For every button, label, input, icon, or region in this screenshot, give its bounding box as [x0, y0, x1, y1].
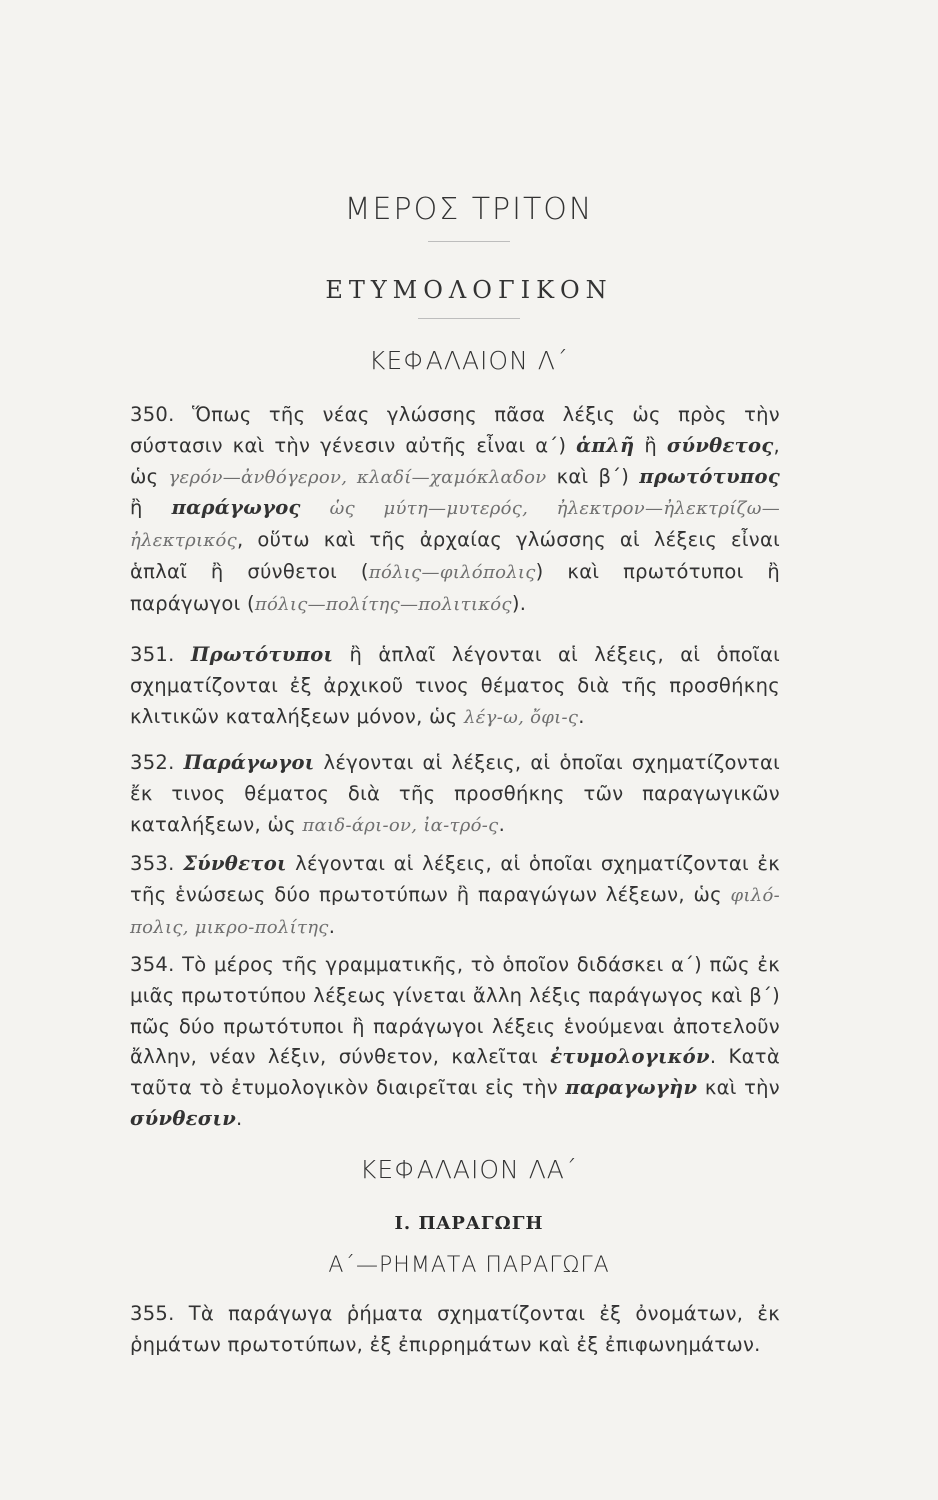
text-span: λέγονται αἱ λέξεις, αἱ ὁποῖαι σχηματίζονται ἐκ τῆς ἑνώσεως δύο πρωτοτύπων ἢ παραγώγων λέξεων, ὡς [130, 852, 780, 906]
text-span: καὶ τὴν [697, 1076, 780, 1100]
text-span: λέγονται αἱ λέξεις, αἱ ὁποῖαι σχηματίζονται ἔκ τινος θέματος διὰ τῆς προσθήκης τῶν παραγωγικῶν καταλήξεων, ὡς [130, 751, 780, 836]
term-derivation: παραγωγὴν [565, 1076, 698, 1100]
text-span [301, 496, 330, 519]
text-span: , ὡς [130, 433, 781, 488]
text-span: ) καὶ πρωτότυποι ἢ παράγωγοι ( [130, 559, 780, 615]
term-primary: πρωτότυπος [639, 464, 780, 488]
subsection-heading: Α΄—ΡΗΜΑΤΑ ΠΑΡΑΓΩΓΑ [328, 1253, 610, 1278]
term-compound: σύνθετος [666, 433, 774, 457]
chapter-heading: ΚΕΦΑΛΑΙΟΝ Λ΄ [369, 346, 569, 375]
term-compound: Σύνθετοι [183, 852, 287, 875]
part-subtitle: ΕΤΥΜΟΛΟΓΙΚΟΝ [325, 276, 613, 304]
section-heading: Ι. ΠΑΡΑΓΩΓΗ [394, 1213, 544, 1234]
text-span: , οὕτω καὶ τῆς ἀρχαίας γλώσσης αἱ λέξεις εἶναι ἁπλαῖ ἢ σύνθετοι ( [130, 528, 780, 583]
chapter-heading: ΚΕΦΑΛΑΙΟΝ ΛΑ΄ [360, 1155, 578, 1184]
text-span: . [578, 704, 585, 728]
term-derivative: παράγωγος [171, 496, 301, 520]
paragraph-351 [130, 640, 780, 733]
part-title: ΜΕΡΟΣ ΤΡΙΤΟΝ [344, 192, 594, 227]
example-text: ὡς μύτη—μυτερός, ἠλεκτρον—ἠλεκτρίζω—ἠλεκτρικός [130, 498, 781, 552]
text-span: . Κατὰ ταῦτα τὸ ἐτυμολογικὸν διαιρεῖται εἰς τὴν [130, 1045, 780, 1100]
text-span: . [498, 812, 506, 836]
text-span: ἢ [130, 496, 172, 520]
example-text: φιλό-πολις, μικρο-πολίτης [130, 884, 780, 938]
text-span: καὶ β΄) [546, 464, 640, 488]
example-text: γερόν—ἀνθόγερον, κλαδί—χαμόκλαδον [168, 466, 547, 488]
text-span: ἢ ἁπλαῖ λέγονται αἱ λέξεις, αἱ ὁποῖαι σχηματίζονται ἐξ ἀρχικοῦ τινος θέματος διὰ τῆς προσθήκης κλιτικῶν καταλήξεων μόνον, ὡς [130, 643, 780, 728]
example-text: παιδ-άρι-ον, ἰα-τρό-ς [302, 814, 499, 836]
example-text: πόλις—πολίτης—πολιτικός [254, 593, 512, 615]
example-text: πόλις—φιλόπολις [368, 561, 536, 583]
paragraph-number: 352. [130, 751, 184, 774]
term-primary: Πρωτότυποι [190, 643, 334, 666]
text-span: 350. Ὅπως τῆς νέας γλώσσης πᾶσα λέξις ὡς πρὸς τὴν σύστασιν καὶ τὴν γένεσιν αὐτῆς εἶναι α΄) [130, 403, 780, 457]
text-span: . [328, 914, 336, 938]
term-derivative: Παράγωγοι [183, 751, 315, 774]
term-simple: ἁπλῆ [576, 433, 635, 457]
paragraph-352 [130, 748, 780, 841]
paragraph-354 [130, 950, 780, 1135]
term-etymology: ἐτυμολογικόν [550, 1045, 710, 1069]
paragraph-number: 351. [130, 643, 191, 666]
example-text: λέγ-ω, ὄφι-ς [463, 706, 579, 728]
divider-rule [418, 318, 520, 319]
term-composition: σύνθεσιν [130, 1106, 237, 1130]
text-span: . [236, 1106, 243, 1130]
paragraph-353 [130, 849, 780, 943]
text-span: ἢ [634, 433, 667, 457]
text-span: 354. Τὸ μέρος τῆς γραμματικῆς, τὸ ὁποῖον διδάσκει α΄) πῶς ἐκ μιᾶς πρωτοτύπου λέξεως γίνεται ἄλλη λέξις παράγωγος καὶ β΄) πῶς δύο πρωτότυποι ἢ παράγωγοι λέξεις ἑνούμεναι ἀποτελοῦν ἄλλην, νέαν λέξιν, σύνθετον, καλεῖται [130, 953, 780, 1069]
paragraph-350 [130, 400, 780, 621]
paragraph-355: 355. Τὰ παράγωγα ῥήματα σχηματίζονται ἐξ ὀνομάτων, ἐκ ῥημάτων πρωτοτύπων, ἐξ ἐπιρρημάτων καὶ ἐξ ἐπιφωνημάτων. [130, 1302, 780, 1356]
divider-rule [428, 241, 510, 242]
text-span: ). [511, 591, 527, 615]
paragraph-number: 353. [130, 852, 184, 875]
